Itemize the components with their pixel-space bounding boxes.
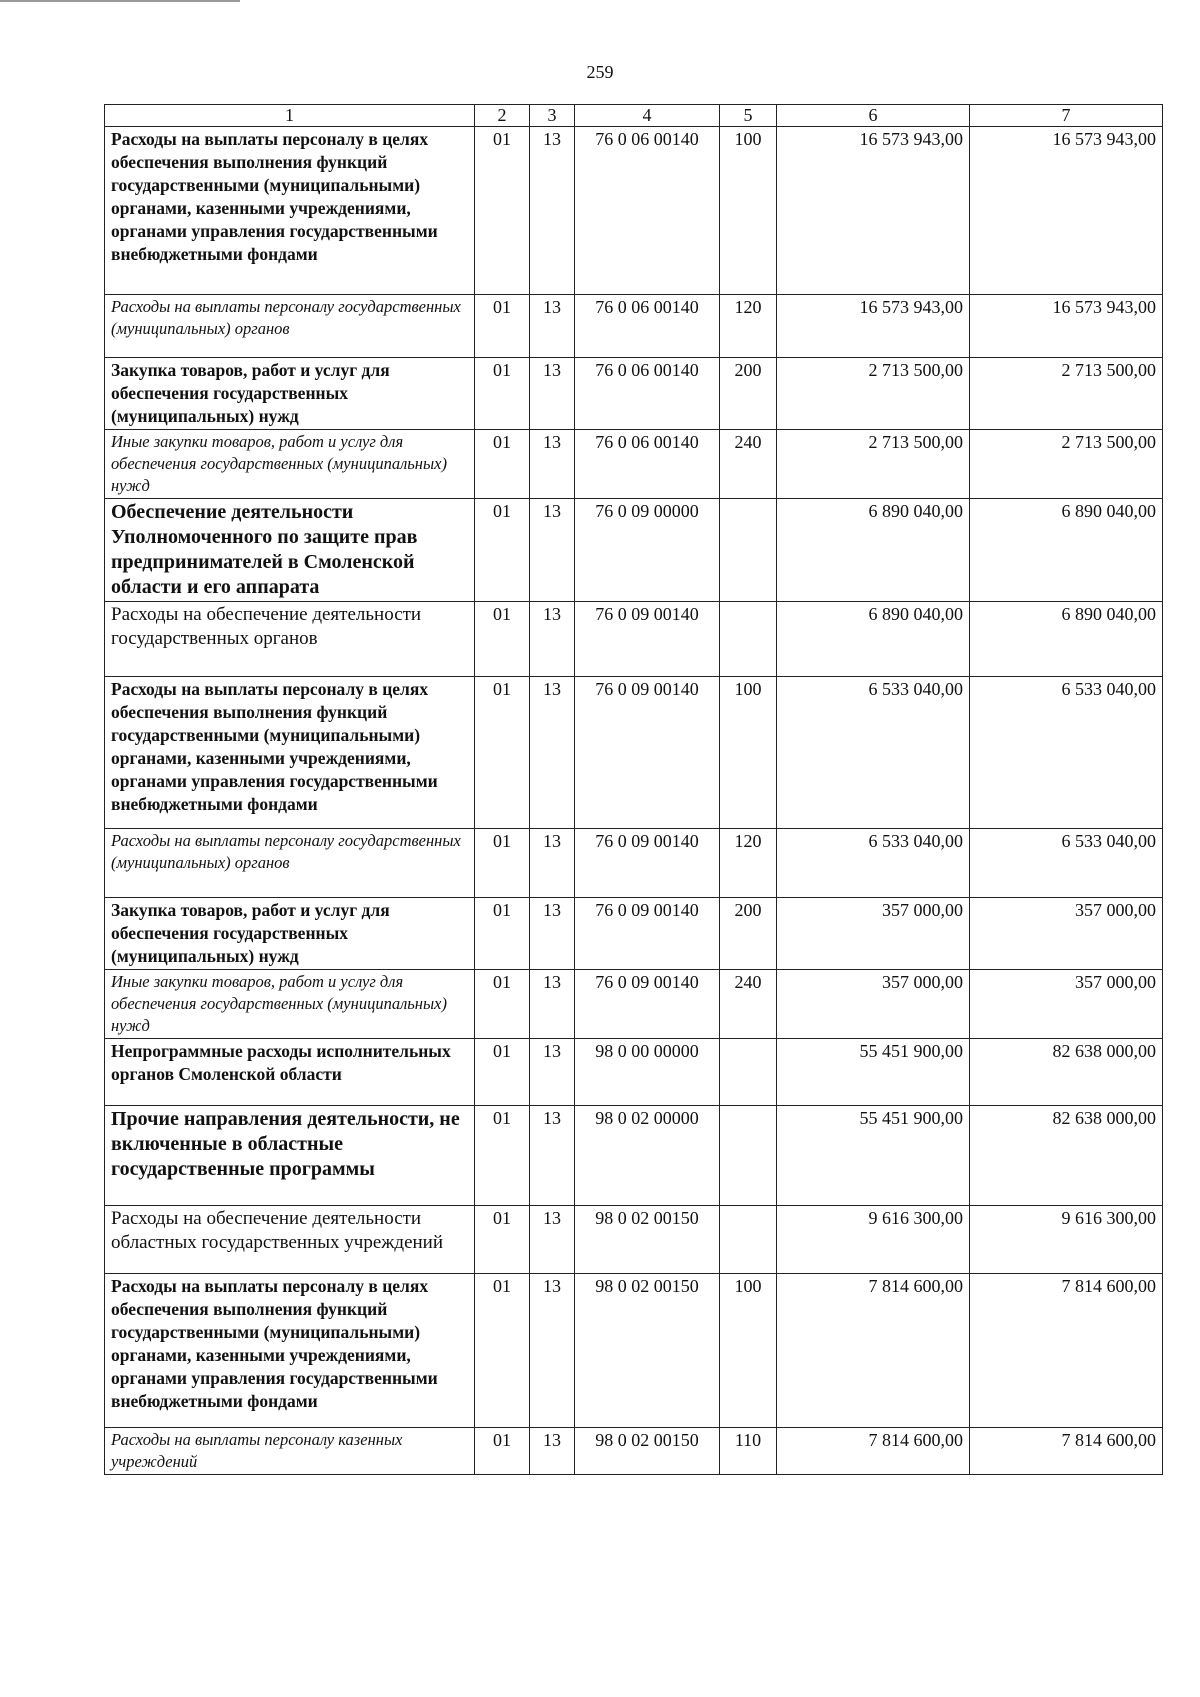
subsection-code: 13: [530, 1206, 575, 1274]
subsection-code: 13: [530, 1274, 575, 1428]
section-code: 01: [475, 1106, 530, 1206]
subsection-code: 13: [530, 499, 575, 602]
expense-type-code: 100: [720, 127, 777, 295]
section-code: 01: [475, 970, 530, 1039]
subsection-code: 13: [530, 898, 575, 970]
page-number: 259: [586, 62, 614, 82]
section-code: 01: [475, 1274, 530, 1428]
expense-type-code: [720, 499, 777, 602]
header-col-4: 4: [575, 105, 720, 127]
table-row: [105, 1206, 1163, 1274]
section-code: 01: [475, 127, 530, 295]
header-col-7: 7: [970, 105, 1163, 127]
subsection-code: 13: [530, 1039, 575, 1106]
amount-year-1: 16 573 943,00: [777, 295, 970, 358]
amount-year-1: 55 451 900,00: [777, 1106, 970, 1206]
target-article-code: 98 0 02 00150: [575, 1428, 720, 1475]
target-article-code: 98 0 02 00150: [575, 1206, 720, 1274]
expense-type-code: 100: [720, 677, 777, 829]
subsection-code: 13: [530, 677, 575, 829]
table-row: [105, 499, 1163, 602]
header-col-2: 2: [475, 105, 530, 127]
table-body: [105, 127, 1163, 1475]
amount-year-1: 7 814 600,00: [777, 1428, 970, 1475]
subsection-code: 13: [530, 1106, 575, 1206]
amount-year-1: 6 890 040,00: [777, 602, 970, 677]
expense-type-code: 200: [720, 898, 777, 970]
header-row: [105, 105, 1163, 127]
target-article-code: 76 0 09 00140: [575, 829, 720, 898]
target-article-code: 98 0 00 00000: [575, 1039, 720, 1106]
target-article-code: 76 0 09 00140: [575, 898, 720, 970]
amount-year-2: 6 890 040,00: [970, 602, 1163, 677]
amount-year-2: 6 533 040,00: [970, 829, 1163, 898]
section-code: 01: [475, 1206, 530, 1274]
expense-type-code: 110: [720, 1428, 777, 1475]
amount-year-2: 7 814 600,00: [970, 1274, 1163, 1428]
target-article-code: 76 0 06 00140: [575, 295, 720, 358]
expense-type-code: 120: [720, 829, 777, 898]
amount-year-1: 6 890 040,00: [777, 499, 970, 602]
amount-year-2: 82 638 000,00: [970, 1039, 1163, 1106]
expense-type-code: [720, 1039, 777, 1106]
table-row: [105, 1428, 1163, 1475]
row-name: Расходы на выплаты персоналу казенных учреждений: [105, 1428, 475, 1475]
amount-year-1: 357 000,00: [777, 970, 970, 1039]
table-row: [105, 829, 1163, 898]
amount-year-2: 16 573 943,00: [970, 127, 1163, 295]
header-col-6: 6: [777, 105, 970, 127]
subsection-code: 13: [530, 602, 575, 677]
header-col-1: 1: [105, 105, 475, 127]
amount-year-2: 16 573 943,00: [970, 295, 1163, 358]
budget-table: [104, 104, 1163, 1475]
row-name: Прочие направления деятельности, не включенные в областные государственные программы: [105, 1106, 475, 1206]
section-code: 01: [475, 602, 530, 677]
target-article-code: 76 0 09 00000: [575, 499, 720, 602]
table-row: [105, 677, 1163, 829]
amount-year-2: 82 638 000,00: [970, 1106, 1163, 1206]
row-name: Расходы на обеспечение деятельности государственных органов: [105, 602, 475, 677]
row-name: Расходы на обеспечение деятельности областных государственных учреждений: [105, 1206, 475, 1274]
table-row: [105, 127, 1163, 295]
amount-year-1: 55 451 900,00: [777, 1039, 970, 1106]
amount-year-1: 9 616 300,00: [777, 1206, 970, 1274]
expense-type-code: 240: [720, 970, 777, 1039]
row-name: Обеспечение деятельности Уполномоченного по защите прав предпринимателей в Смоленской области и его аппарата: [105, 499, 475, 602]
section-code: 01: [475, 1428, 530, 1475]
amount-year-1: 6 533 040,00: [777, 677, 970, 829]
subsection-code: 13: [530, 829, 575, 898]
amount-year-1: 7 814 600,00: [777, 1274, 970, 1428]
amount-year-2: 6 533 040,00: [970, 677, 1163, 829]
expense-type-code: 240: [720, 430, 777, 499]
amount-year-2: 357 000,00: [970, 970, 1163, 1039]
header-col-3: 3: [530, 105, 575, 127]
row-name: Расходы на выплаты персоналу в целях обеспечения выполнения функций государственными (муниципальными) органами, казенными учреждениями, органами управления государственными внебюджетными фондами: [105, 127, 475, 295]
row-name: Иные закупки товаров, работ и услуг для обеспечения государственных (муниципальных) нужд: [105, 970, 475, 1039]
table-row: [105, 970, 1163, 1039]
section-code: 01: [475, 430, 530, 499]
expense-type-code: 100: [720, 1274, 777, 1428]
scan-edge-mark: [0, 0, 240, 2]
amount-year-1: 6 533 040,00: [777, 829, 970, 898]
table-row: [105, 898, 1163, 970]
target-article-code: 76 0 09 00140: [575, 602, 720, 677]
subsection-code: 13: [530, 430, 575, 499]
amount-year-1: 16 573 943,00: [777, 127, 970, 295]
subsection-code: 13: [530, 1428, 575, 1475]
row-name: Иные закупки товаров, работ и услуг для обеспечения государственных (муниципальных) нужд: [105, 430, 475, 499]
target-article-code: 76 0 06 00140: [575, 358, 720, 430]
subsection-code: 13: [530, 295, 575, 358]
subsection-code: 13: [530, 127, 575, 295]
header-col-5: 5: [720, 105, 777, 127]
expense-type-code: [720, 602, 777, 677]
table-row: [105, 430, 1163, 499]
amount-year-1: 2 713 500,00: [777, 358, 970, 430]
table-row: [105, 295, 1163, 358]
table-row: [105, 1106, 1163, 1206]
expense-type-code: [720, 1206, 777, 1274]
row-name: Расходы на выплаты персоналу в целях обеспечения выполнения функций государственными (муниципальными) органами, казенными учреждениями, органами управления государственными внебюджетными фондами: [105, 1274, 475, 1428]
amount-year-2: 357 000,00: [970, 898, 1163, 970]
expense-type-code: 200: [720, 358, 777, 430]
table-row: [105, 602, 1163, 677]
target-article-code: 76 0 09 00140: [575, 677, 720, 829]
expense-type-code: [720, 1106, 777, 1206]
target-article-code: 76 0 09 00140: [575, 970, 720, 1039]
section-code: 01: [475, 1039, 530, 1106]
amount-year-2: 6 890 040,00: [970, 499, 1163, 602]
target-article-code: 76 0 06 00140: [575, 127, 720, 295]
section-code: 01: [475, 898, 530, 970]
target-article-code: 98 0 02 00150: [575, 1274, 720, 1428]
section-code: 01: [475, 499, 530, 602]
table-row: [105, 358, 1163, 430]
expense-type-code: 120: [720, 295, 777, 358]
amount-year-2: 2 713 500,00: [970, 430, 1163, 499]
table-row: [105, 1274, 1163, 1428]
section-code: 01: [475, 677, 530, 829]
row-name: Закупка товаров, работ и услуг для обеспечения государственных (муниципальных) нужд: [105, 898, 475, 970]
row-name: Расходы на выплаты персоналу в целях обеспечения выполнения функций государственными (муниципальными) органами, казенными учреждениями, органами управления государственными внебюджетными фондами: [105, 677, 475, 829]
row-name: Расходы на выплаты персоналу государственных (муниципальных) органов: [105, 829, 475, 898]
amount-year-2: 2 713 500,00: [970, 358, 1163, 430]
target-article-code: 76 0 06 00140: [575, 430, 720, 499]
amount-year-1: 357 000,00: [777, 898, 970, 970]
section-code: 01: [475, 358, 530, 430]
subsection-code: 13: [530, 970, 575, 1039]
subsection-code: 13: [530, 358, 575, 430]
amount-year-2: 9 616 300,00: [970, 1206, 1163, 1274]
row-name: Непрограммные расходы исполнительных органов Смоленской области: [105, 1039, 475, 1106]
row-name: Расходы на выплаты персоналу государственных (муниципальных) органов: [105, 295, 475, 358]
table-row: [105, 1039, 1163, 1106]
target-article-code: 98 0 02 00000: [575, 1106, 720, 1206]
section-code: 01: [475, 829, 530, 898]
row-name: Закупка товаров, работ и услуг для обеспечения государственных (муниципальных) нужд: [105, 358, 475, 430]
amount-year-1: 2 713 500,00: [777, 430, 970, 499]
section-code: 01: [475, 295, 530, 358]
amount-year-2: 7 814 600,00: [970, 1428, 1163, 1475]
